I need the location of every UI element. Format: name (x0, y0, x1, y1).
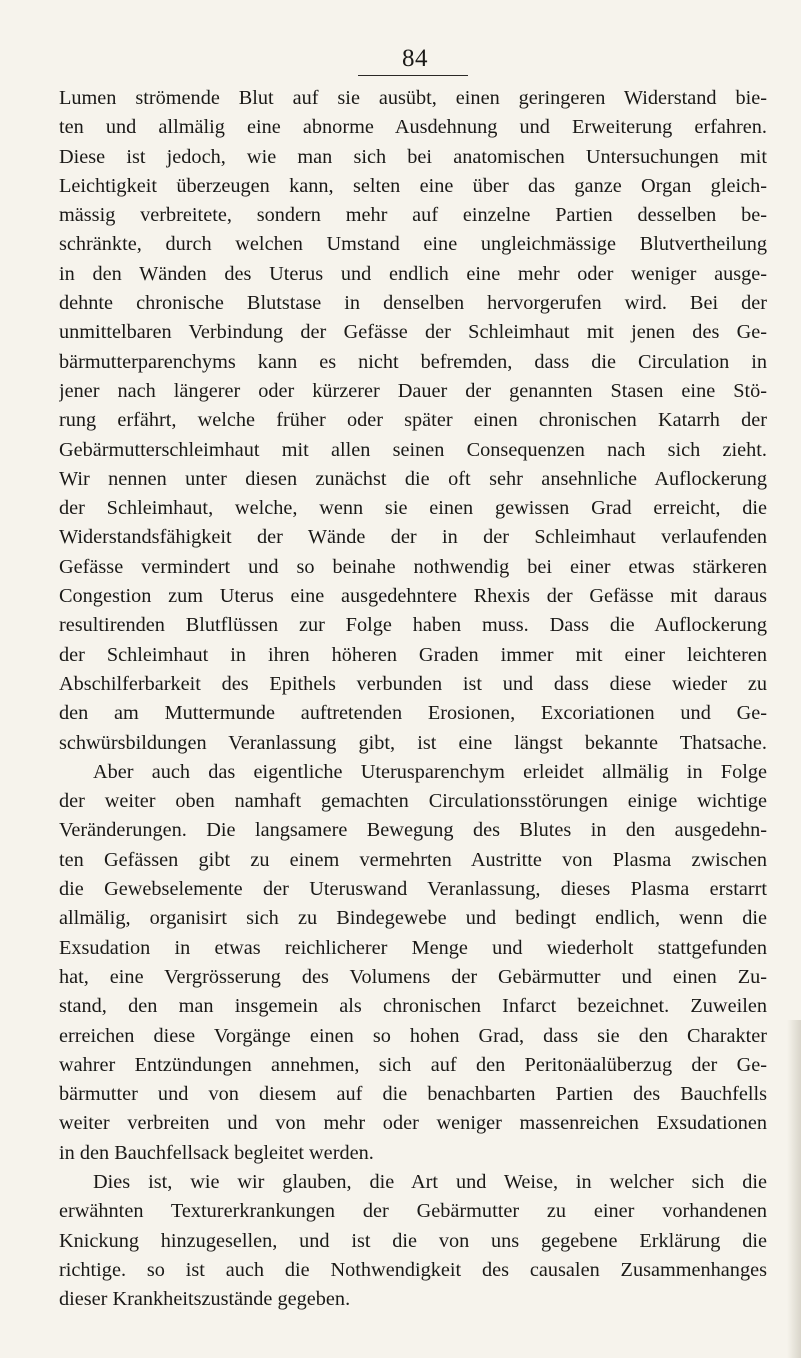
text-line: ten und allmälig eine abnorme Ausdehnung und Erweiterung erfahren. (59, 116, 767, 139)
text-line: bärmutter und von diesem auf die benachbarten Partien des Bauchfells (59, 1083, 767, 1106)
text-line: in den Bauchfellsack begleitet werden. (59, 1141, 374, 1164)
body-text (59, 84, 767, 1314)
text-line: Veränderungen. Die langsamere Bewegung des Blutes in den ausgedehn- (59, 819, 767, 842)
text-line: unmittelbaren Verbindung der Gefässe der Schleimhaut mit jenen des Ge- (59, 321, 767, 344)
text-line: Congestion zum Uterus eine ausgedehntere Rhexis der Gefässe mit daraus (59, 585, 767, 608)
text-line: allmälig, organisirt sich zu Bindegewebe und bedingt endlich, wenn die (59, 907, 767, 930)
text-line: resultirenden Blutflüssen zur Folge haben muss. Dass die Auflockerung (59, 614, 767, 637)
text-line: wahrer Entzündungen annehmen, sich auf den Peritonäalüberzug der Ge- (59, 1053, 767, 1076)
text-line: dieser Krankheitszustände gegeben. (59, 1288, 351, 1311)
text-line: erreichen diese Vorgänge einen so hohen Grad, dass sie den Charakter (59, 1024, 767, 1047)
text-line: Widerstandsfähigkeit der Wände der in der Schleimhaut verlaufenden (59, 526, 767, 549)
page-edge-shadow (787, 1020, 801, 1358)
text-line: Aber auch das eigentliche Uterusparenchym erleidet allmälig in Folge (93, 760, 767, 783)
text-line: schränkte, durch welchen Umstand eine ungleichmässige Blutvertheilung (59, 233, 767, 256)
text-line: schwürsbildungen Veranlassung gibt, ist eine längst bekannte Thatsache. (59, 731, 767, 754)
text-line: Gefässe vermindert und so beinahe nothwendig bei einer etwas stärkeren (59, 555, 767, 578)
text-line: Lumen strömende Blut auf sie ausübt, einen geringeren Widerstand bie- (59, 87, 767, 109)
text-line: der Schleimhaut, welche, wenn sie einen gewissen Grad erreicht, die (59, 497, 767, 520)
text-line: weiter verbreiten und von mehr oder weniger massenreichen Exsudationen (59, 1112, 767, 1135)
text-line: jener nach längerer oder kürzerer Dauer der genannten Stasen eine Stö- (59, 379, 767, 402)
text-line: die Gewebselemente der Uteruswand Veranlassung, dieses Plasma erstarrt (59, 878, 767, 901)
text-line: Abschilferbarkeit des Epithels verbunden ist und dass diese wieder zu (59, 672, 767, 695)
text-line: in den Wänden des Uterus und endlich eine mehr oder weniger ausge- (59, 262, 767, 285)
page-number: 84 (402, 45, 428, 72)
header-rule (358, 75, 468, 76)
text-line: stand, den man insgemein als chronischen Infarct bezeichnet. Zuweilen (59, 995, 767, 1018)
text-line: hat, eine Vergrösserung des Volumens der Gebärmutter und einen Zu- (59, 965, 767, 988)
text-line: rung erfährt, welche früher oder später einen chronischen Katarrh der (59, 409, 767, 432)
text-line: mässig verbreitete, sondern mehr auf einzelne Partien desselben be- (59, 204, 767, 227)
text-line: der Schleimhaut in ihren höheren Graden immer mit einer leichteren (59, 643, 767, 666)
text-line: Dies ist, wie wir glauben, die Art und Weise, in welcher sich die (93, 1170, 767, 1193)
text-line: erwähnten Texturerkrankungen der Gebärmutter zu einer vorhandenen (59, 1200, 767, 1223)
text-line: richtige. so ist auch die Nothwendigkeit des causalen Zusammenhanges (59, 1258, 767, 1281)
text-line: bärmutterparenchyms kann es nicht befremden, dass die Circulation in (59, 350, 767, 373)
text-line: Exsudation in etwas reichlicherer Menge und wiederholt stattgefunden (59, 936, 767, 959)
text-line: Gebärmutterschleimhaut mit allen seinen Consequenzen nach sich zieht. (59, 438, 767, 461)
text-line: ten Gefässen gibt zu einem vermehrten Austritte von Plasma zwischen (59, 848, 767, 871)
text-line: Wir nennen unter diesen zunächst die oft sehr ansehnliche Auflockerung (59, 467, 767, 490)
text-line: Knickung hinzugesellen, und ist die von uns gegebene Erklärung die (59, 1229, 767, 1252)
text-line: den am Muttermunde auftretenden Erosionen, Excoriationen und Ge- (59, 702, 767, 725)
text-line: dehnte chronische Blutstase in denselben hervorgerufen wird. Bei der (59, 292, 767, 315)
text-line: Diese ist jedoch, wie man sich bei anatomischen Untersuchungen mit (59, 145, 767, 168)
text-line: Leichtigkeit überzeugen kann, selten eine über das ganze Organ gleich- (59, 174, 767, 197)
text-line: der weiter oben namhaft gemachten Circulationsstörungen einige wichtige (59, 790, 767, 813)
